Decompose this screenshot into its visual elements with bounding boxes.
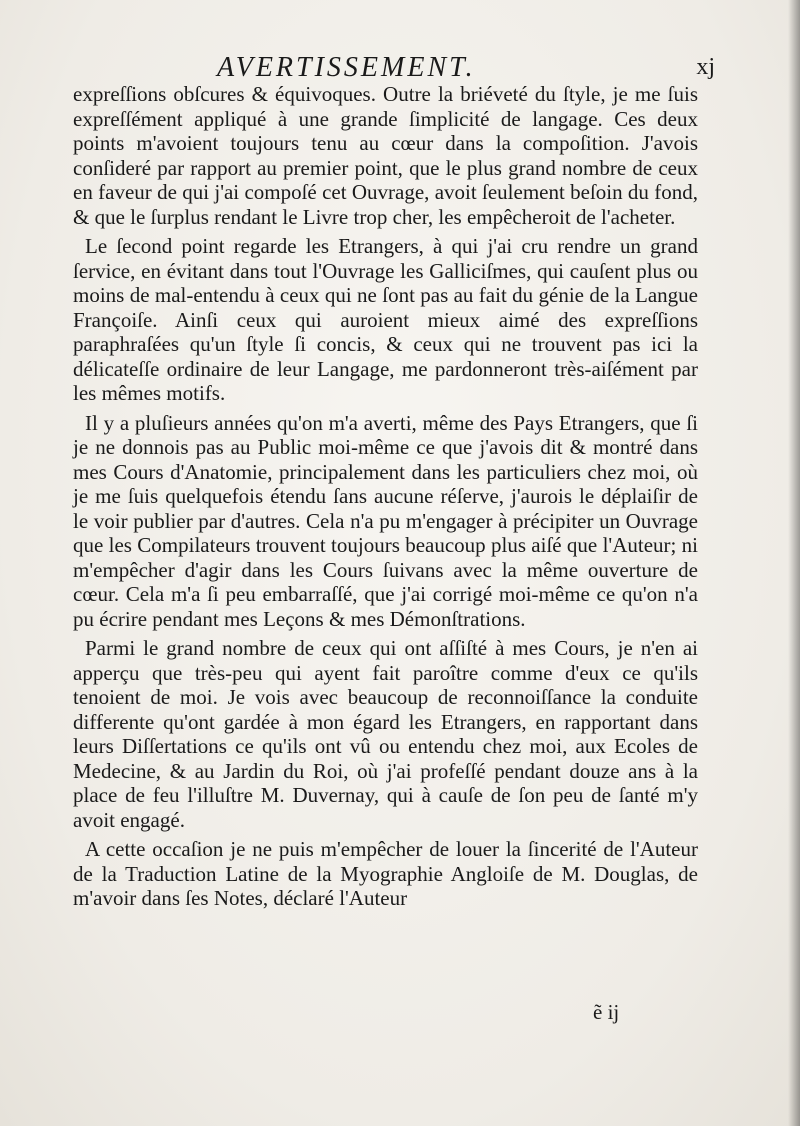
paragraph-5: A cette occaſion je ne puis m'empêcher de louer la ſincerité de l'Auteur de la Traduction Latine de la Myographie Angloiſe de M. Douglas, de m'avoir dans ſes Notes, déclaré l'Auteur	[73, 837, 698, 910]
paragraph-1: expreſſions obſcures & équivoques. Outre la briéveté du ſtyle, je me ſuis expreſſément appliqué à une grande ſimplicité de langage. Ces deux points m'avoient toujours tenu au cœur dans la compoſition. J'avois conſideré par rapport au premier point, que le plus grand nombre de ceux en faveur de qui j'ai compoſé cet Ouvrage, avoit ſeulement beſoin du fond, & que le ſurplus rendant le Livre trop cher, les empêcheroit de l'acheter.	[73, 82, 698, 229]
running-title: AVERTISSEMENT.	[217, 52, 476, 83]
paragraph-2: Le ſecond point regarde les Etrangers, à qui j'ai cru rendre un grand ſervice, en évitant dans tout l'Ouvrage les Galliciſmes, qui cauſent plus ou moins de mal-entendu à ceux qui ne ſont pas au fait du génie de la Langue Françoiſe. Ainſi ceux qui auroient mieux aimé des expreſſions paraphraſées qu'un ſtyle ſi concis, & ceux qui ne trouvent pas ici la délicateſſe ordinaire de leur Langage, me pardonneront très-aiſément par les mêmes motifs.	[73, 234, 698, 405]
paragraph-3: Il y a pluſieurs années qu'on m'a averti, même des Pays Etrangers, que ſi je ne donnois pas au Public moi-même ce que j'avois dit & montré dans mes Cours d'Anatomie, principalement dans les particuliers chez moi, où je me ſuis quelquefois étendu ſans aucune réſerve, j'aurois le déplaiſir de le voir publier par d'autres. Cela n'a pu m'engager à précipiter un Ouvrage que les Compilateurs trouvent toujours beaucoup plus aiſé que l'Auteur; ni m'empêcher d'agir dans les Cours ſuivans avec la même ouverture de cœur. Cela m'a ſi peu embarraſſé, que j'ai corrigé moi-même ce qu'on n'a pu écrire pendant mes Leçons & mes Démonſtrations.	[73, 410, 698, 631]
body-text	[73, 82, 698, 911]
page-edge-shadow	[788, 0, 800, 1126]
signature-mark: ẽ ij	[593, 1000, 620, 1024]
page-number: xj	[696, 54, 715, 80]
paragraph-4: Parmi le grand nombre de ceux qui ont aſſiſté à mes Cours, je n'en ai apperçu que très-peu qui ayent fait paroître comme d'eux ce qu'ils tenoient de moi. Je vois avec beaucoup de reconnoiſſance la conduite differente qu'ont gardée à mon égard les Etrangers, en rapportant dans leurs Diſſertations ce qu'ils ont vû ou entendu chez moi, aux Ecoles de Medecine, & au Jardin du Roi, où j'ai profeſſé pendant douze ans à la place de feu l'illuſtre M. Duvernay, qui à cauſe de ſon peu de ſanté m'y avoit engagé.	[73, 636, 698, 832]
running-header	[75, 48, 715, 84]
